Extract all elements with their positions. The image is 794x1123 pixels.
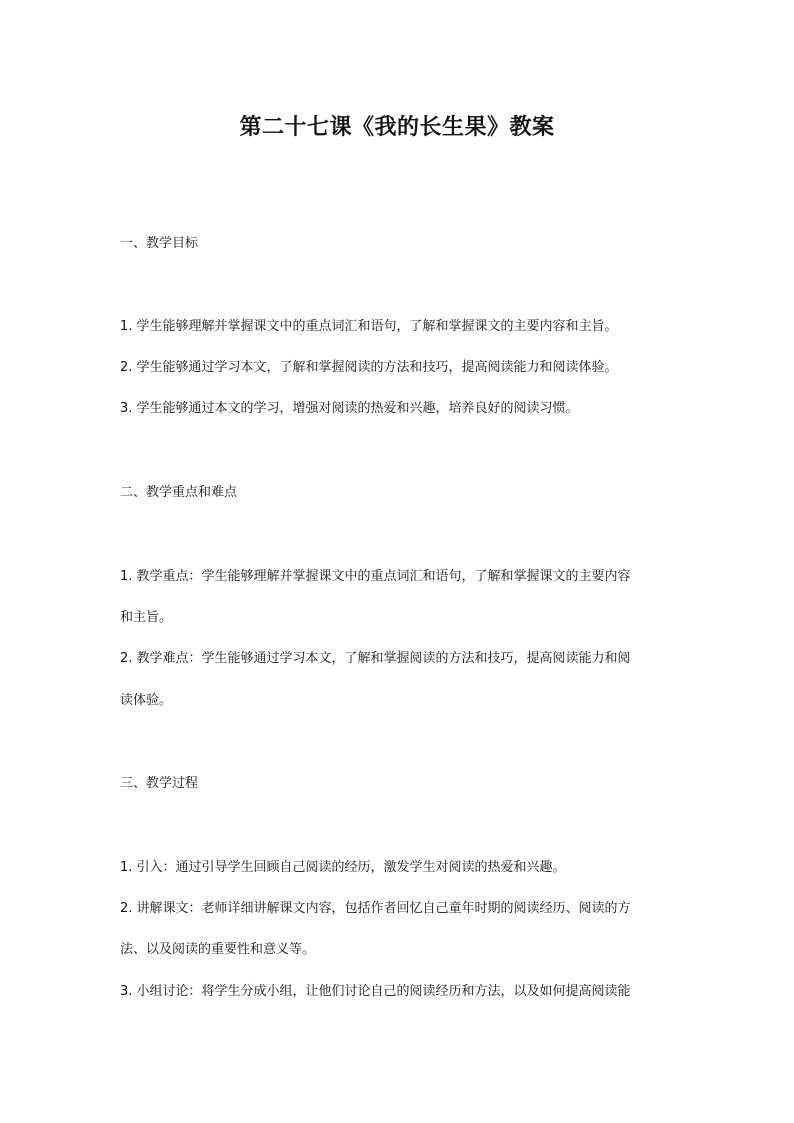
section-heading-key-points: 二、教学重点和难点 — [120, 485, 238, 500]
process-item-2-line1: 2. 讲解课文：老师详细讲解课文内容，包括作者回忆自己童年时期的阅读经历、阅读的方 — [120, 901, 631, 916]
key-point-item-1-line1: 1. 教学重点：学生能够理解并掌握课文中的重点词汇和语句，了解和掌握课文的主要内容 — [120, 569, 631, 584]
objective-item-1: 1. 学生能够理解并掌握课文中的重点词汇和语句，了解和掌握课文的主要内容和主旨。 — [120, 319, 618, 334]
key-point-item-2-line1: 2. 教学难点：学生能够通过学习本文，了解和掌握阅读的方法和技巧，提高阅读能力和阅 — [120, 651, 631, 666]
section-heading-objectives: 一、教学目标 — [120, 236, 199, 251]
section-heading-process: 三、教学过程 — [120, 776, 199, 791]
process-item-1: 1. 引入：通过引导学生回顾自己阅读的经历，激发学生对阅读的热爱和兴趣。 — [120, 860, 566, 875]
key-point-item-2-line2: 读体验。 — [120, 693, 173, 708]
document-title: 第二十七课《我的长生果》教案 — [239, 115, 555, 140]
process-item-2-line2: 法、以及阅读的重要性和意义等。 — [120, 942, 316, 957]
key-point-item-1-line2: 和主旨。 — [120, 610, 173, 625]
process-item-3: 3. 小组讨论：将学生分成小组，让他们讨论自己的阅读经历和方法，以及如何提高阅读能 — [120, 984, 631, 999]
objective-item-3: 3. 学生能够通过本文的学习，增强对阅读的热爱和兴趣，培养良好的阅读习惯。 — [120, 401, 579, 416]
objective-item-2: 2. 学生能够通过学习本文，了解和掌握阅读的方法和技巧，提高阅读能力和阅读体验。 — [120, 360, 618, 375]
